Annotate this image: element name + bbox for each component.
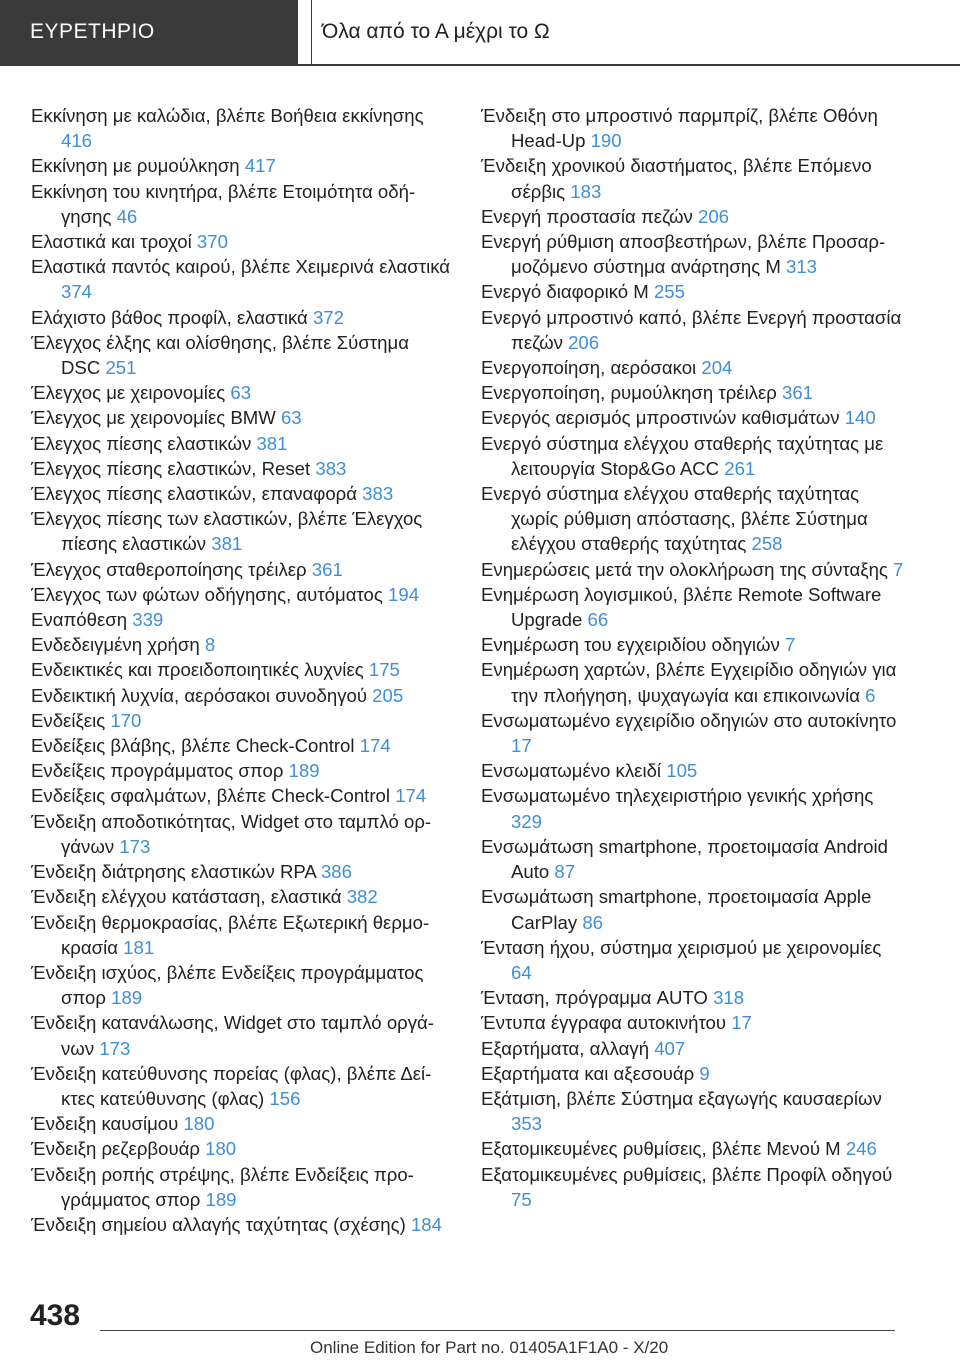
index-entry <box>481 1086 906 1136</box>
index-term: Ενδείξεις σφαλμάτων, βλέπε Check-Control <box>31 785 396 807</box>
index-term: Έλεγχος των φώτων οδήγησης, αυτόματος <box>31 583 389 605</box>
page-number: 438 <box>30 1299 81 1332</box>
index-entry <box>31 910 451 960</box>
index-entry <box>481 229 906 279</box>
page-reference-link[interactable]: 8 <box>204 634 216 656</box>
page-reference-link[interactable]: 173 <box>119 835 151 857</box>
page-reference-link[interactable]: 372 <box>312 306 344 328</box>
index-entry <box>31 405 451 430</box>
index-entry <box>481 481 906 557</box>
index-entry <box>481 380 906 405</box>
index-term: Ένδειξη κατανάλωσης, Widget στο ταμπλό οργάνων <box>31 1012 434 1059</box>
page-reference-link[interactable]: 361 <box>782 382 814 404</box>
index-entry <box>481 431 906 481</box>
page-reference-link[interactable]: 63 <box>230 382 252 404</box>
page-reference-link[interactable]: 361 <box>311 558 343 580</box>
page-reference-link[interactable]: 386 <box>320 861 352 883</box>
index-term: Ενεργό σύστημα ελέγχου σταθερής ταχύτητας με λειτουργία Stop&Go ACC <box>481 432 884 479</box>
index-term: Ενδεικτική λυχνία, αερόσακοι συνοδηγού <box>31 684 373 706</box>
index-entry <box>31 708 451 733</box>
index-term: Έλεγχος με χειρονομίες BMW <box>31 407 281 429</box>
page-reference-link[interactable]: 407 <box>654 1037 686 1059</box>
index-term: Ενσωμάτωση smartphone, προετοιμασία Apple CarPlay <box>481 886 872 933</box>
index-term: Ενεργό διαφορικό M <box>481 281 654 303</box>
page-reference-link[interactable]: 181 <box>123 936 155 958</box>
index-entry <box>481 153 906 203</box>
index-entry <box>31 557 451 582</box>
page-reference-link[interactable]: 258 <box>751 533 783 555</box>
page-reference-link[interactable]: 46 <box>116 205 138 227</box>
index-term: Έλεγχος με χειρονομίες <box>31 382 231 404</box>
index-entry <box>481 884 906 934</box>
index-entry <box>31 1111 451 1136</box>
index-entry <box>31 758 451 783</box>
index-entry <box>481 103 906 153</box>
page-reference-link[interactable]: 173 <box>99 1037 131 1059</box>
index-term: Ενδείξεις βλάβης, βλέπε Check-Control <box>31 735 360 757</box>
index-term: Έλεγχος σταθεροποίησης τρέιλερ <box>31 558 312 580</box>
page-reference-link[interactable]: 66 <box>587 609 609 631</box>
index-entry <box>31 683 451 708</box>
index-entry <box>31 481 451 506</box>
index-term: Έλεγχος έλξης και ολίσθησης, βλέπε Σύστημα DSC <box>31 331 409 379</box>
page-reference-link[interactable]: 374 <box>61 281 93 303</box>
index-entry <box>481 1162 906 1212</box>
section-subtitle-bar <box>311 0 960 64</box>
page-reference-link[interactable]: 105 <box>666 760 698 782</box>
footer-divider <box>100 1330 895 1331</box>
page-reference-link[interactable]: 63 <box>280 407 302 429</box>
page-reference-link[interactable]: 189 <box>205 1188 237 1210</box>
index-term: Ενσωματωμένο κλειδί <box>481 760 667 782</box>
index-entry <box>31 1061 451 1111</box>
index-column-left <box>31 103 451 1237</box>
index-entry <box>31 1212 451 1237</box>
index-term: Ενημέρωση λογισμικού, βλέπε Remote Software Upgrade <box>481 583 882 631</box>
index-entry <box>31 1136 451 1161</box>
index-entry <box>481 758 906 783</box>
page-reference-link[interactable]: 206 <box>698 205 730 227</box>
index-entry <box>481 657 906 707</box>
index-term: Ενδεδειγμένη χρήση <box>31 634 205 656</box>
page-reference-link[interactable]: 174 <box>359 735 391 757</box>
header-divider <box>0 64 960 66</box>
page-reference-link[interactable]: 189 <box>111 987 143 1009</box>
page-reference-link[interactable]: 75 <box>511 1188 532 1210</box>
page-reference-link[interactable]: 261 <box>724 457 756 479</box>
index-term: Ένδειξη αποδοτικότητας, Widget στο ταμπλό οργάνων <box>31 810 432 857</box>
page-reference-link[interactable]: 382 <box>346 886 378 908</box>
page-reference-link[interactable]: 205 <box>372 684 404 706</box>
edition-info: Online Edition for Part no. 01405A1F1A0 - X/20 <box>310 1338 669 1357</box>
page-reference-link[interactable]: 339 <box>132 609 164 631</box>
index-term: Ενσωματωμένο τηλεχειριστήριο γενικής χρήσης <box>481 785 874 807</box>
index-entry <box>481 305 906 355</box>
page-reference-link[interactable]: 194 <box>388 583 420 605</box>
index-column-right <box>481 103 906 1212</box>
index-entry <box>31 506 451 556</box>
index-term: Ένδειξη στο μπροστινό παρμπρίζ, βλέπε Οθόνη Head-Up <box>481 105 878 152</box>
page-reference-link[interactable]: 353 <box>511 1113 543 1135</box>
section-tab <box>0 0 298 64</box>
index-term: Ενεργή ρύθμιση αποσβεστήρων, βλέπε Προσαρμοζόμενο σύστημα ανάρτησης M <box>481 231 886 278</box>
page-reference-link[interactable]: 417 <box>244 155 276 177</box>
page-reference-link[interactable]: 86 <box>582 911 603 933</box>
index-entry <box>481 632 906 657</box>
index-term: Ενεργοποίηση, αερόσακοι <box>481 357 702 379</box>
index-term: Εκκίνηση με καλώδια, βλέπε Βοήθεια εκκίνησης <box>31 105 424 126</box>
index-term: Έλεγχος πίεσης ελαστικών, Reset <box>31 457 316 479</box>
index-term: Έλεγχος πίεσης ελαστικών <box>31 432 257 454</box>
page-reference-link[interactable]: 6 <box>865 684 876 706</box>
index-term: Ένδειξη ισχύος, βλέπε Ενδείξεις προγράμματος σπορ <box>31 961 424 1009</box>
page-reference-link[interactable]: 180 <box>183 1113 215 1135</box>
index-entry <box>31 456 451 481</box>
section-label: ΕΥΡΕΤΗΡΙΟ <box>30 20 155 43</box>
index-entry <box>31 431 451 456</box>
index-term: Εξάτμιση, βλέπε Σύστημα εξαγωγής καυσαερίων <box>481 1087 882 1109</box>
page-reference-link[interactable]: 204 <box>701 357 733 379</box>
page-reference-link[interactable]: 7 <box>893 558 904 580</box>
index-entry <box>481 1036 906 1061</box>
page-reference-link[interactable]: 318 <box>713 987 745 1009</box>
page-reference-link[interactable]: 9 <box>699 1062 710 1084</box>
index-entry <box>31 733 451 758</box>
index-term: Ένταση ήχου, σύστημα χειρισμού με χειρονομίες <box>481 936 882 958</box>
index-entry <box>481 582 906 632</box>
page-reference-link[interactable]: 87 <box>554 861 576 883</box>
index-term: Ενημερώσεις μετά την ολοκλήρωση της σύνταξης <box>481 558 894 580</box>
page-reference-link[interactable]: 381 <box>211 533 243 555</box>
index-term: Έντυπα έγγραφα αυτοκινήτου <box>481 1012 732 1034</box>
index-entry <box>481 834 906 884</box>
index-entry <box>481 935 906 985</box>
index-term: Ενεργό σύστημα ελέγχου σταθερής ταχύτητας χωρίς ρύθμιση απόστασης, βλέπε Σύστημα ελέγχου σταθερής ταχύτητας <box>481 483 868 555</box>
page-reference-link[interactable]: 370 <box>196 231 228 253</box>
page-reference-link[interactable]: 255 <box>653 281 685 303</box>
page-reference-link[interactable]: 416 <box>61 130 93 152</box>
page-reference-link[interactable]: 383 <box>315 457 347 479</box>
index-entry <box>31 859 451 884</box>
index-entry <box>31 1162 451 1212</box>
index-entry <box>31 103 451 153</box>
index-entry <box>31 1010 451 1060</box>
page-reference-link[interactable]: 206 <box>568 331 600 353</box>
index-entry <box>481 1010 906 1035</box>
index-entry <box>31 960 451 1010</box>
index-term: Ένδειξη σημείου αλλαγής ταχύτητας (σχέσης) <box>31 1213 411 1235</box>
page-reference-link[interactable]: 17 <box>511 735 532 757</box>
index-entry <box>481 1061 906 1086</box>
page-reference-link[interactable]: 7 <box>784 634 796 656</box>
index-term: Ελαστικά και τροχοί <box>31 231 197 253</box>
index-entry <box>31 330 451 380</box>
index-term: Ένδειξη θερμοκρασίας, βλέπε Εξωτερική θερμοκρασία <box>31 911 430 958</box>
page-reference-link[interactable]: 17 <box>731 1012 752 1034</box>
index-term: Ελαστικά παντός καιρού, βλέπε Χειμερινά ελαστικά <box>31 256 451 278</box>
index-entry <box>31 153 451 178</box>
page-reference-link[interactable]: 313 <box>785 256 818 278</box>
index-entry <box>481 279 906 304</box>
index-entry <box>31 229 451 254</box>
index-term: Ένδειξη ελέγχου κατάσταση, ελαστικά <box>31 886 347 908</box>
index-entry <box>481 1136 906 1161</box>
index-term: Ενδεικτικές και προειδοποιητικές λυχνίες <box>31 659 369 681</box>
index-term: Ενεργό μπροστινό καπό, βλέπε Ενεργή προστασία πεζών <box>481 306 902 353</box>
index-term: Ενσωμάτωση smartphone, προετοιμασία Android Auto <box>481 835 888 883</box>
index-entry <box>31 884 451 909</box>
index-entry <box>31 632 451 657</box>
index-entry <box>31 809 451 859</box>
index-term: Ένδειξη ροπής στρέψης, βλέπε Ενδείξεις προγράμματος σπορ <box>31 1163 414 1210</box>
index-term: Ενεργός αερισμός μπροστινών καθισμάτων <box>481 407 845 429</box>
page-reference-link[interactable]: 190 <box>590 130 622 152</box>
index-term: Ενδείξεις <box>31 709 111 731</box>
index-entry <box>31 179 451 229</box>
index-entry <box>31 380 451 405</box>
index-entry <box>481 405 906 430</box>
index-term: Ενημέρωση του εγχειριδίου οδηγιών <box>481 634 785 656</box>
page-reference-link[interactable]: 189 <box>288 760 320 782</box>
index-term: Ενεργή προστασία πεζών <box>481 205 698 227</box>
index-term: Ένδειξη κατεύθυνσης πορείας (φλας), βλέπε Δείκτες κατεύθυνσης (φλας) <box>31 1062 432 1109</box>
index-term: Έλεγχος πίεσης των ελαστικών, βλέπε Έλεγχος πίεσης ελαστικών <box>31 508 423 555</box>
index-term: Εκκίνηση με ρυμούλκηση <box>31 155 245 177</box>
index-term: Εξαρτήματα και αξεσουάρ <box>481 1062 700 1084</box>
index-entry <box>31 783 451 808</box>
index-term: Εναπόθεση <box>31 609 133 631</box>
index-term: Ενδείξεις προγράμματος σπορ <box>31 760 289 782</box>
page-reference-link[interactable]: 251 <box>105 357 137 379</box>
page-reference-link[interactable]: 184 <box>410 1213 442 1235</box>
index-term: Ένδειξη καυσίμου <box>31 1113 184 1135</box>
index-entry <box>31 582 451 607</box>
index-term: Εκκίνηση του κινητήρα, βλέπε Ετοιμότητα οδήγησης <box>31 180 416 227</box>
index-term: Ένδειξη διάτρησης ελαστικών RPA <box>31 861 321 883</box>
page-reference-link[interactable]: 329 <box>511 810 543 832</box>
index-term: Ένδειξη ρεζερβουάρ <box>31 1138 206 1160</box>
page-reference-link[interactable]: 383 <box>362 483 394 505</box>
page-reference-link[interactable]: 381 <box>256 432 288 454</box>
index-term: Ένταση, πρόγραμμα AUTO <box>481 987 714 1009</box>
page-reference-link[interactable]: 180 <box>205 1138 237 1160</box>
index-entry <box>481 204 906 229</box>
index-entry <box>31 607 451 632</box>
index-term: Ενημέρωση χαρτών, βλέπε Εγχειρίδιο οδηγιών για την πλοήγηση, ψυχαγωγία και επικοινωνία <box>481 659 897 706</box>
page-reference-link[interactable]: 140 <box>844 407 876 429</box>
index-entry <box>481 708 906 758</box>
section-subtitle: Όλα από το Α μέχρι το Ω <box>322 20 550 43</box>
page-reference-link[interactable]: 183 <box>570 180 602 202</box>
page-reference-link[interactable]: 64 <box>511 961 532 983</box>
index-entry <box>481 985 906 1010</box>
index-term: Εξατομικευμένες ρυθμίσεις, βλέπε Μενού M <box>481 1138 846 1160</box>
index-entry <box>31 254 451 304</box>
index-entry <box>481 783 906 833</box>
page-reference-link[interactable]: 174 <box>395 785 427 807</box>
page-reference-link[interactable]: 156 <box>269 1087 301 1109</box>
index-entry <box>481 355 906 380</box>
index-term: Έλεγχος πίεσης ελαστικών, επαναφορά <box>31 483 363 505</box>
index-term: Εξαρτήματα, αλλαγή <box>481 1037 655 1059</box>
index-term: Ελάχιστο βάθος προφίλ, ελαστικά <box>31 306 313 328</box>
index-term: Ενσωματωμένο εγχειρίδιο οδηγιών στο αυτοκίνητο <box>481 709 897 731</box>
page-reference-link[interactable]: 246 <box>845 1138 877 1160</box>
page-reference-link[interactable]: 170 <box>110 709 142 731</box>
index-term: Ενεργοποίηση, ρυμούλκηση τρέιλερ <box>481 382 783 404</box>
index-entry <box>31 657 451 682</box>
index-entry <box>31 305 451 330</box>
index-term: Εξατομικευμένες ρυθμίσεις, βλέπε Προφίλ οδηγού <box>481 1163 893 1185</box>
page-reference-link[interactable]: 175 <box>368 659 400 681</box>
index-term: Ένδειξη χρονικού διαστήματος, βλέπε Επόμενο σέρβις <box>481 155 872 202</box>
index-entry <box>481 557 906 582</box>
